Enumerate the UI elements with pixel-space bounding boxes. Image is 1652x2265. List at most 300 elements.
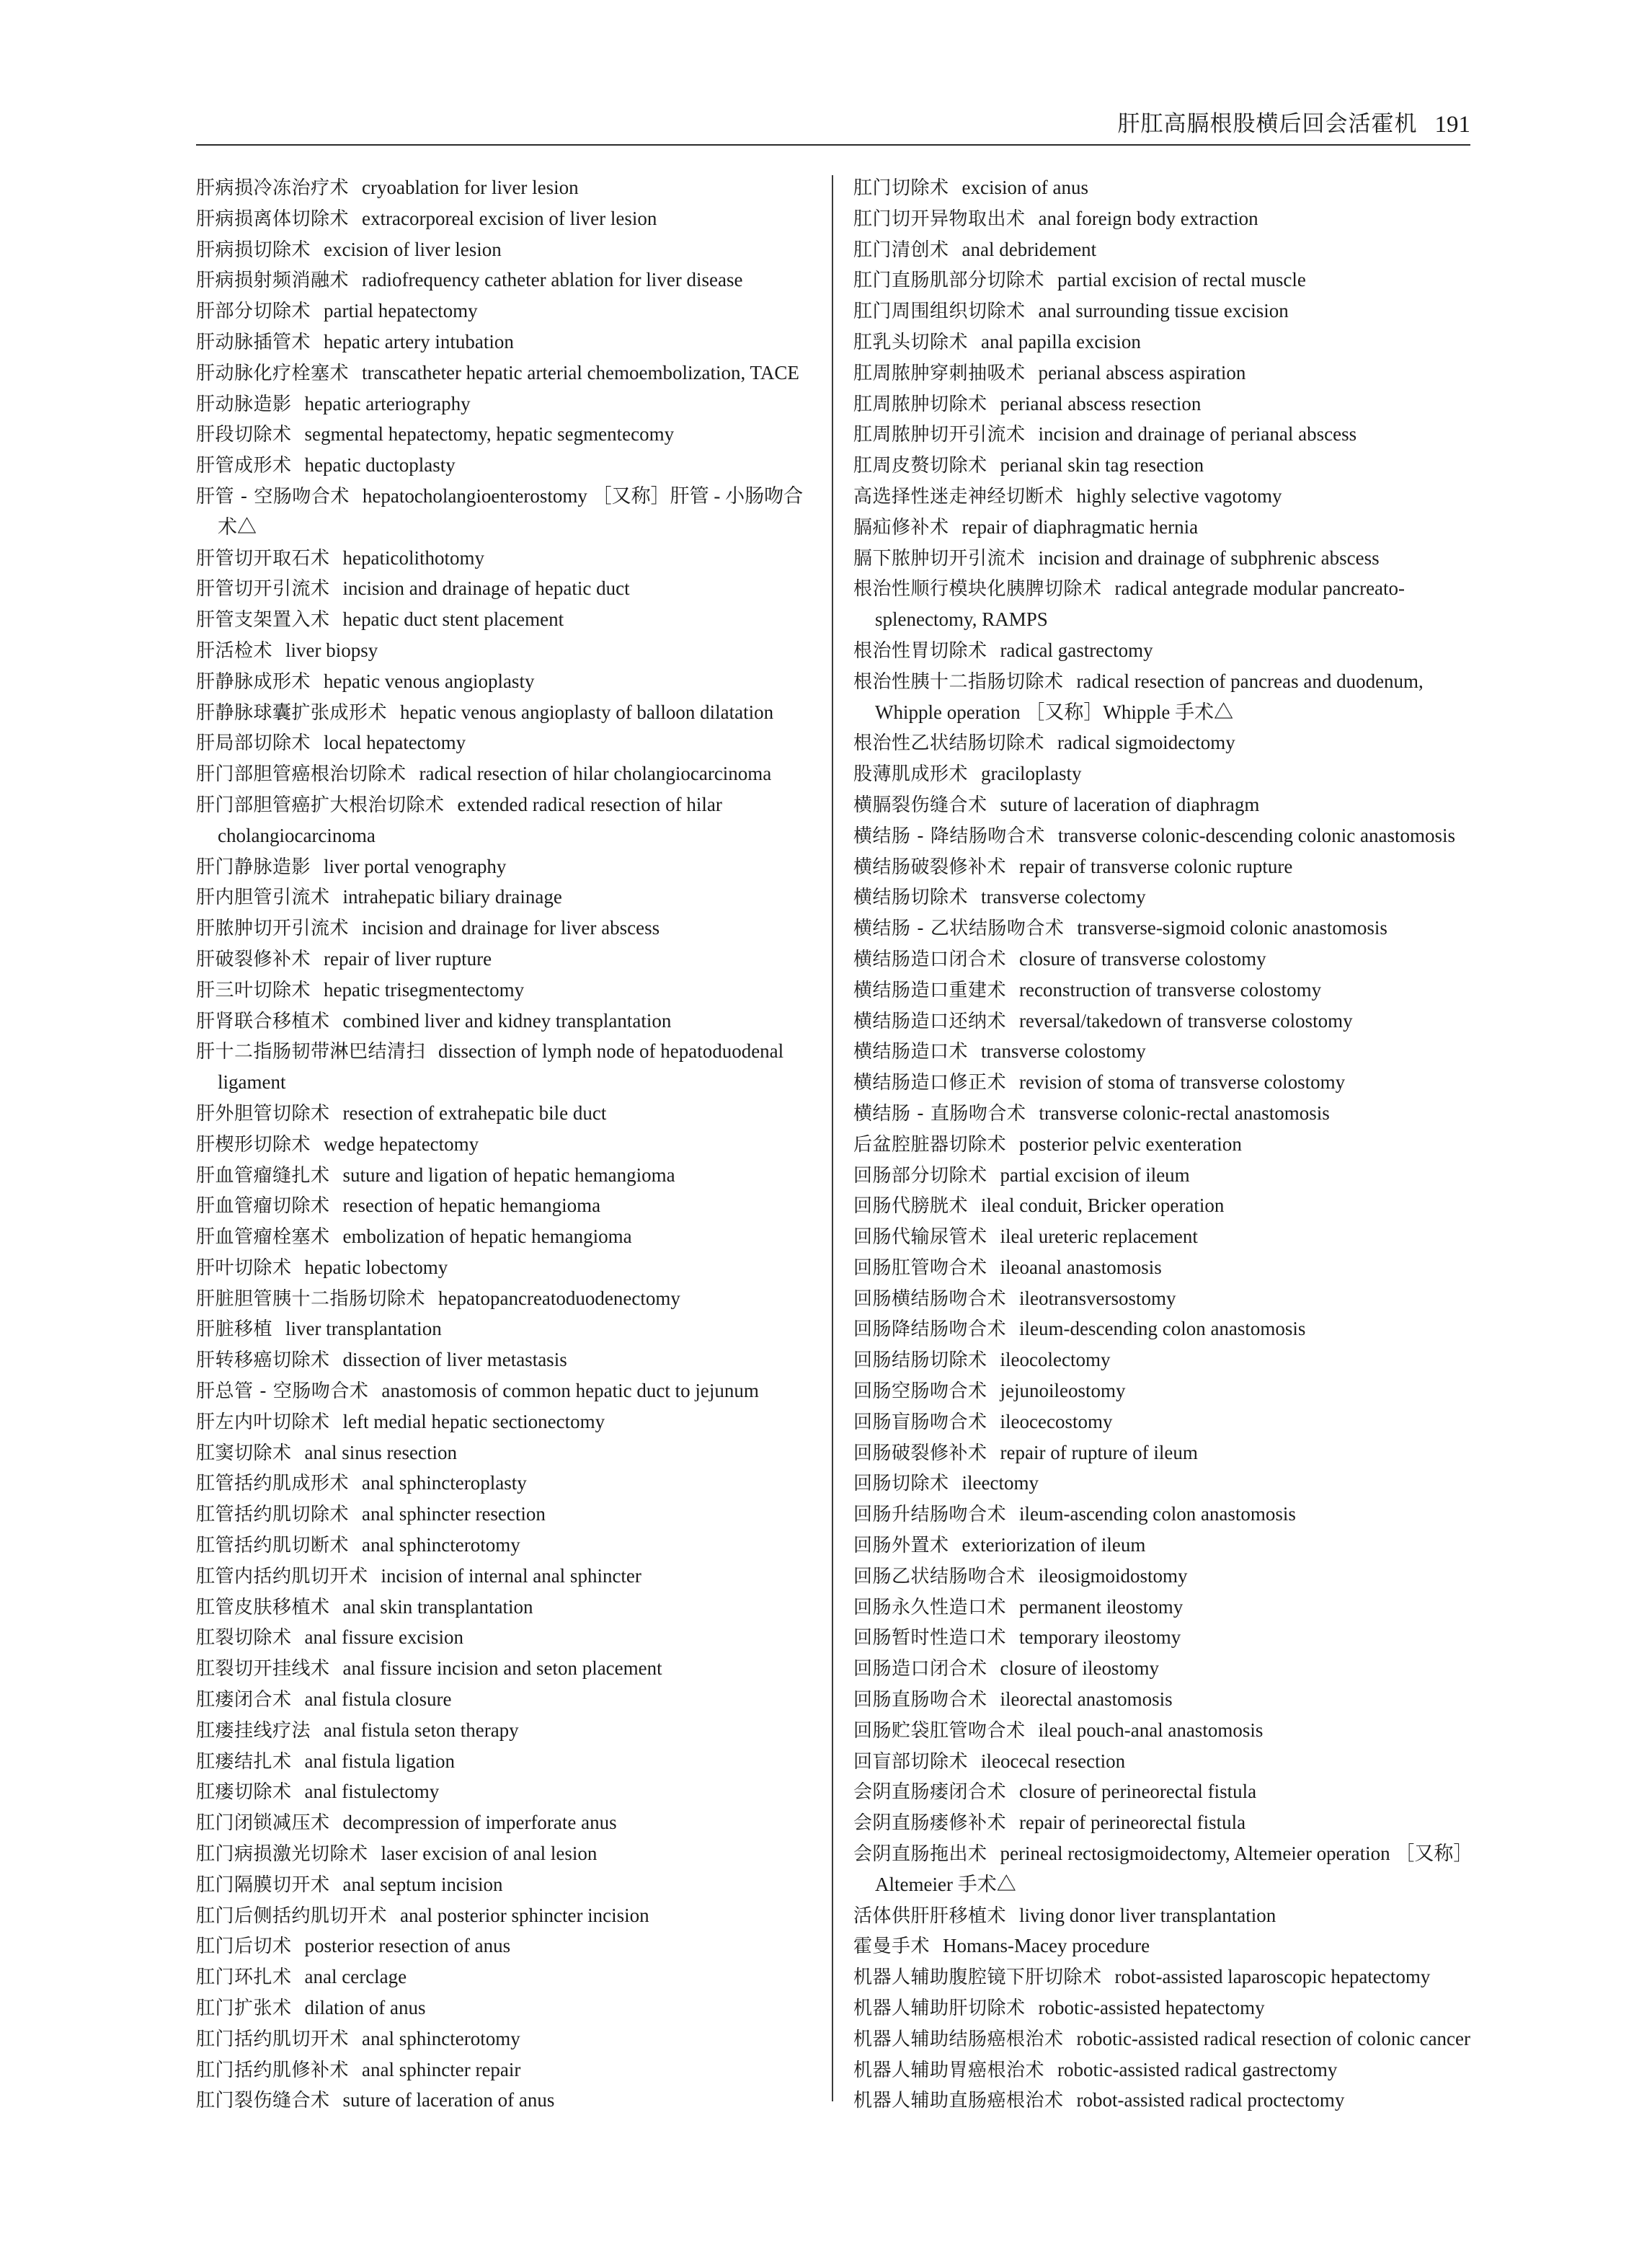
- term-english: excision of liver lesion: [324, 238, 502, 260]
- term-entry: [853, 728, 1479, 759]
- term-chinese: 肝总管 - 空肠吻合术: [196, 1380, 369, 1403]
- term-entry: [196, 544, 822, 575]
- term-entry: [853, 327, 1479, 358]
- term-entry: [196, 1407, 822, 1438]
- term-chinese: 肛瘘挂线疗法: [196, 1719, 311, 1742]
- term-chinese: 肝活检术: [196, 639, 273, 662]
- term-english: ileocecal resection: [981, 1750, 1126, 1772]
- term-entry: [196, 1099, 822, 1130]
- term-chinese: 根治性乙状结肠切除术: [853, 732, 1045, 755]
- term-english: anal septum incision: [342, 1873, 503, 1895]
- term-chinese: 肛门隔膜切开术: [196, 1874, 330, 1896]
- term-english: combined liver and kidney transplantation: [342, 1009, 672, 1032]
- term-english: liver biopsy: [285, 639, 378, 661]
- term-chinese: 回肠横结肠吻合术: [853, 1287, 1007, 1310]
- term-english: partial hepatectomy: [324, 300, 478, 322]
- term-entry: [853, 420, 1479, 451]
- term-entry: [853, 1561, 1479, 1592]
- term-english: radical resection of hilar cholangiocarcinoma: [419, 763, 772, 785]
- term-english: hepatic duct stent placement: [342, 608, 564, 631]
- term-entry: [196, 1623, 822, 1654]
- term-entry: [196, 235, 822, 266]
- term-entry: [853, 1962, 1479, 1993]
- term-chinese: 肛门病损激光切除术: [196, 1843, 368, 1866]
- term-english: anal sphincter resection: [362, 1503, 546, 1525]
- term-entry: [196, 451, 822, 482]
- term-entry: [196, 1685, 822, 1716]
- term-english: ileal ureteric replacement: [1000, 1225, 1198, 1248]
- term-english: intrahepatic biliary drainage: [342, 886, 562, 908]
- term-english: anal foreign body extraction: [1038, 207, 1258, 229]
- term-english: living donor liver transplantation: [1019, 1904, 1276, 1926]
- term-chinese: 肝内胆管引流术: [196, 887, 330, 909]
- term-entry: [853, 204, 1479, 235]
- term-chinese: 肛周脓肿切除术: [853, 393, 987, 415]
- term-chinese: 横结肠造口重建术: [853, 979, 1007, 1001]
- term-entry: [853, 667, 1479, 729]
- term-chinese: 横结肠造口闭合术: [853, 948, 1007, 970]
- term-english: anal fistula closure: [304, 1688, 452, 1711]
- term-english: reversal/takedown of transverse colostomy: [1019, 1009, 1353, 1032]
- term-chinese: 肛门清创术: [853, 239, 949, 261]
- term-english: jejunoileostomy: [1000, 1380, 1126, 1402]
- term-entry: [853, 2086, 1479, 2116]
- term-chinese: 肝血管瘤缝扎术: [196, 1164, 330, 1187]
- term-chinese: 机器人辅助胃癌根治术: [853, 2059, 1045, 2081]
- term-entry: [196, 2024, 822, 2055]
- term-chinese: 肝病损射频消融术: [196, 270, 350, 292]
- term-english: resection of hepatic hemangioma: [342, 1194, 601, 1217]
- term-chinese: 机器人辅助结肠癌根治术: [853, 2028, 1064, 2050]
- term-english: dissection of lymph node of hepatoduodenal ligament: [218, 1040, 784, 1094]
- term-english: hepatopancreatoduodenectomy: [438, 1287, 680, 1309]
- term-chinese: 会阴直肠拖出术: [853, 1843, 987, 1866]
- term-english: ileal conduit, Bricker operation: [981, 1194, 1225, 1217]
- term-chinese: 回肠空肠吻合术: [853, 1380, 987, 1403]
- column-divider: [832, 175, 833, 2101]
- term-english: ileorectal anastomosis: [1000, 1688, 1173, 1711]
- term-entry: [196, 944, 822, 975]
- term-chinese: 肝静脉成形术: [196, 670, 311, 693]
- term-chinese: 肛周脓肿穿刺抽吸术: [853, 362, 1026, 384]
- term-entry: [853, 2024, 1479, 2055]
- term-english: repair of perineorectal fistula: [1019, 1812, 1246, 1834]
- term-english: excision of anus: [962, 177, 1088, 198]
- term-english: repair of rupture of ileum: [1000, 1441, 1198, 1463]
- term-english: robot-assisted radical proctectomy: [1076, 2089, 1345, 2111]
- term-english: dilation of anus: [304, 1997, 426, 2019]
- term-chinese: 肝脏胆管胰十二指肠切除术: [196, 1287, 426, 1310]
- term-chinese: 回肠贮袋肛管吻合术: [853, 1719, 1026, 1742]
- term-chinese: 回肠代输尿管术: [853, 1226, 987, 1249]
- term-entry: [196, 389, 822, 420]
- term-entry: [196, 790, 822, 852]
- term-entry: [196, 1468, 822, 1499]
- term-entry: [196, 1530, 822, 1561]
- page-number: 191: [1434, 112, 1470, 138]
- term-entry: [196, 1747, 822, 1778]
- term-entry: [196, 1376, 822, 1407]
- term-english: suture of laceration of diaphragm: [1000, 793, 1260, 815]
- term-english: anal fissure excision: [304, 1626, 463, 1649]
- term-chinese: 根治性胃切除术: [853, 639, 987, 662]
- term-english: extracorporeal excision of liver lesion: [362, 207, 657, 229]
- term-entry: [196, 358, 822, 389]
- term-chinese: 膈下脓肿切开引流术: [853, 547, 1026, 569]
- term-entry: [196, 913, 822, 944]
- term-english: radical resection of pancreas and duodenum, Whipple operation ［又称］Whipple 手术△: [875, 670, 1424, 723]
- term-entry: [196, 698, 822, 729]
- term-chinese: 横结肠造口还纳术: [853, 1010, 1007, 1032]
- term-english: liver transplantation: [285, 1318, 442, 1340]
- term-chinese: 肝门部胆管癌扩大根治切除术: [196, 794, 445, 816]
- term-entry: [853, 1161, 1479, 1192]
- term-english: anal fistula ligation: [304, 1750, 455, 1772]
- term-entry: [853, 1284, 1479, 1315]
- term-english: robotic-assisted hepatectomy: [1038, 1997, 1265, 2019]
- term-entry: [853, 296, 1479, 327]
- term-english: anastomosis of common hepatic duct to jejunum: [381, 1380, 759, 1402]
- term-chinese: 肛门切开异物取出术: [853, 208, 1026, 230]
- term-chinese: 肝动脉造影: [196, 393, 292, 415]
- term-english: embolization of hepatic hemangioma: [342, 1225, 632, 1248]
- term-english: repair of transverse colonic rupture: [1019, 855, 1293, 877]
- term-english: hepaticolithotomy: [342, 546, 484, 569]
- term-entry: [853, 882, 1479, 913]
- term-english: Homans-Macey procedure: [943, 1935, 1150, 1957]
- term-chinese: 肝三叶切除术: [196, 979, 311, 1001]
- term-entry: [853, 389, 1479, 420]
- term-entry: [196, 1931, 822, 1962]
- term-chinese: 肛瘘闭合术: [196, 1689, 292, 1711]
- term-english: radical gastrectomy: [1000, 639, 1153, 661]
- term-english: hepatic arteriography: [304, 392, 471, 415]
- term-chinese: 回肠升结肠吻合术: [853, 1504, 1007, 1526]
- term-chinese: 肝管 - 空肠吻合术: [196, 485, 350, 507]
- term-english: hepatocholangioenterostomy ［又称］肝管 - 小肠吻合术△: [218, 484, 804, 538]
- term-english: anal fistula seton therapy: [324, 1719, 519, 1741]
- term-entry: [853, 1314, 1479, 1345]
- term-entry: [853, 1037, 1479, 1068]
- term-entry: [196, 1654, 822, 1685]
- term-english: local hepatectomy: [324, 732, 466, 754]
- term-english: posterior pelvic exenteration: [1019, 1132, 1242, 1155]
- term-entry: [853, 944, 1479, 975]
- term-chinese: 回肠暂时性造口术: [853, 1627, 1007, 1649]
- term-entry: [853, 1438, 1479, 1469]
- term-entry: [853, 1499, 1479, 1530]
- term-chinese: 肝局部切除术: [196, 732, 311, 755]
- term-english: graciloplasty: [981, 763, 1082, 785]
- term-chinese: 横结肠 - 直肠吻合术: [853, 1102, 1026, 1125]
- term-entry: [853, 482, 1479, 513]
- term-english: resection of extrahepatic bile duct: [342, 1102, 607, 1124]
- term-chinese: 肝部分切除术: [196, 301, 311, 323]
- term-english: suture and ligation of hepatic hemangioma: [342, 1163, 675, 1186]
- term-entry: [196, 296, 822, 327]
- term-english: transverse colonic-descending colonic anastomosis: [1057, 824, 1456, 846]
- term-entry: [196, 1438, 822, 1469]
- term-entry: [853, 1931, 1479, 1962]
- term-entry: [196, 759, 822, 790]
- term-chinese: 回肠代膀胱术: [853, 1195, 969, 1218]
- running-header-title: 肝肛高膈根股横后回会活霍机: [1117, 111, 1418, 137]
- term-english: transverse-sigmoid colonic anastomosis: [1077, 917, 1387, 939]
- term-entry: [853, 1685, 1479, 1716]
- term-entry: [196, 420, 822, 451]
- term-english: perianal skin tag resection: [1000, 454, 1204, 477]
- term-chinese: 肛乳头切除术: [853, 331, 969, 353]
- term-english: permanent ileostomy: [1019, 1595, 1184, 1618]
- term-entry: [196, 1191, 822, 1222]
- term-english: ileocecostomy: [1000, 1410, 1113, 1432]
- term-entry: [196, 1561, 822, 1592]
- term-entry: [853, 1253, 1479, 1284]
- term-entry: [196, 482, 822, 544]
- term-entry: [196, 1839, 822, 1870]
- term-chinese: 肛门后侧括约肌切开术: [196, 1905, 388, 1927]
- term-chinese: 肝管支架置入术: [196, 609, 330, 631]
- term-chinese: 活体供肝肝移植术: [853, 1905, 1007, 1927]
- term-entry: [853, 513, 1479, 544]
- page-header: [196, 108, 1470, 146]
- term-entry: [853, 1808, 1479, 1839]
- term-chinese: 肛管括约肌切除术: [196, 1504, 350, 1526]
- term-entry: [853, 1376, 1479, 1407]
- term-chinese: 肝静脉球囊扩张成形术: [196, 701, 388, 724]
- term-english: anal sphincterotomy: [362, 2027, 520, 2049]
- term-english: segmental hepatectomy, hepatic segmentecomy: [304, 423, 675, 446]
- term-english: ileum-descending colon anastomosis: [1019, 1318, 1306, 1340]
- term-chinese: 会阴直肠瘘修补术: [853, 1812, 1007, 1835]
- term-entry: [853, 1345, 1479, 1376]
- term-english: ileotransversostomy: [1019, 1287, 1176, 1309]
- term-chinese: 回肠直肠吻合术: [853, 1689, 987, 1711]
- term-english: hepatic venous angioplasty: [324, 670, 535, 692]
- term-chinese: 机器人辅助直肠癌根治术: [853, 2090, 1064, 2112]
- term-chinese: 回肠盲肠吻合术: [853, 1411, 987, 1433]
- term-entry: [196, 1130, 822, 1161]
- term-chinese: 会阴直肠瘘闭合术: [853, 1781, 1007, 1804]
- term-chinese: 回肠破裂修补术: [853, 1442, 987, 1464]
- term-english: anal fissure incision and seton placement: [342, 1657, 662, 1680]
- term-entry: [853, 821, 1479, 852]
- right-column: [853, 173, 1479, 2116]
- term-chinese: 肛管括约肌切断术: [196, 1535, 350, 1557]
- term-english: robotic-assisted radical gastrectomy: [1057, 2058, 1338, 2080]
- term-entry: [196, 1345, 822, 1376]
- term-english: hepatic artery intubation: [324, 330, 514, 353]
- term-entry: [196, 574, 822, 605]
- term-entry: [853, 173, 1479, 204]
- term-entry: [853, 451, 1479, 482]
- term-english: perianal abscess aspiration: [1038, 361, 1246, 384]
- term-chinese: 肛门直肠肌部分切除术: [853, 270, 1045, 292]
- term-english: closure of transverse colostomy: [1019, 947, 1266, 970]
- term-chinese: 肝管成形术: [196, 455, 292, 477]
- term-english: hepatic venous angioplasty of balloon dilatation: [400, 701, 774, 723]
- term-chinese: 肛门括约肌修补术: [196, 2059, 350, 2081]
- term-entry: [196, 1993, 822, 2024]
- term-chinese: 肛瘘结扎术: [196, 1750, 292, 1773]
- term-chinese: 肝肾联合移植术: [196, 1010, 330, 1032]
- term-english: transverse colostomy: [981, 1040, 1146, 1063]
- term-entry: [853, 1993, 1479, 2024]
- term-english: transverse colectomy: [981, 886, 1146, 908]
- term-english: anal sinus resection: [304, 1441, 457, 1463]
- term-chinese: 膈疝修补术: [853, 516, 949, 538]
- term-english: anal papilla excision: [981, 330, 1141, 353]
- term-english: anal sphincterotomy: [362, 1534, 520, 1556]
- term-entry: [853, 759, 1479, 790]
- term-chinese: 肝血管瘤切除术: [196, 1195, 330, 1218]
- term-chinese: 肛裂切开挂线术: [196, 1658, 330, 1680]
- term-english: highly selective vagotomy: [1076, 484, 1282, 507]
- term-english: incision and drainage of hepatic duct: [342, 577, 630, 600]
- term-english: wedge hepatectomy: [324, 1132, 479, 1155]
- term-entry: [196, 1962, 822, 1993]
- term-chinese: 回肠部分切除术: [853, 1164, 987, 1187]
- term-entry: [853, 1222, 1479, 1253]
- term-chinese: 肛门切除术: [853, 177, 949, 199]
- term-english: extended radical resection of hilar cholangiocarcinoma: [218, 793, 722, 846]
- term-entry: [853, 913, 1479, 944]
- term-chinese: 肝脓肿切开引流术: [196, 918, 350, 940]
- term-english: partial excision of ileum: [1000, 1163, 1190, 1186]
- term-chinese: 根治性胰十二指肠切除术: [853, 670, 1064, 693]
- term-english: anal skin transplantation: [342, 1595, 533, 1618]
- term-english: cryoablation for liver lesion: [362, 177, 579, 198]
- term-entry: [853, 1654, 1479, 1685]
- term-chinese: 后盆腔脏器切除术: [853, 1133, 1007, 1156]
- term-english: incision of internal anal sphincter: [381, 1564, 641, 1587]
- term-chinese: 回肠造口闭合术: [853, 1658, 987, 1680]
- term-chinese: 回肠降结肠吻合术: [853, 1318, 1007, 1341]
- term-chinese: 根治性顺行模块化胰脾切除术: [853, 578, 1102, 600]
- term-entry: [853, 265, 1479, 296]
- term-chinese: 回肠肛管吻合术: [853, 1256, 987, 1279]
- term-chinese: 回肠永久性造口术: [853, 1596, 1007, 1618]
- term-chinese: 横结肠造口修正术: [853, 1072, 1007, 1094]
- term-chinese: 回肠结肠切除术: [853, 1349, 987, 1372]
- term-chinese: 肝管切开引流术: [196, 578, 330, 600]
- term-english: exteriorization of ileum: [962, 1534, 1146, 1556]
- term-english: ileum-ascending colon anastomosis: [1019, 1503, 1296, 1525]
- term-entry: [853, 1623, 1479, 1654]
- term-english: hepatic ductoplasty: [304, 454, 456, 477]
- term-chinese: 肝病损离体切除术: [196, 208, 350, 230]
- term-entry: [853, 1099, 1479, 1130]
- term-english: incision and drainage of subphrenic abscess: [1038, 546, 1380, 569]
- term-english: robot-assisted laparoscopic hepatectomy: [1114, 1966, 1431, 1988]
- term-english: transverse colonic-rectal anastomosis: [1039, 1102, 1330, 1124]
- term-entry: [196, 1006, 822, 1037]
- term-entry: [196, 728, 822, 759]
- term-english: dissection of liver metastasis: [342, 1349, 567, 1371]
- term-entry: [853, 1130, 1479, 1161]
- term-english: repair of diaphragmatic hernia: [962, 515, 1199, 538]
- term-entry: [853, 790, 1479, 821]
- term-english: ileectomy: [962, 1472, 1039, 1494]
- term-english: robotic-assisted radical resection of colonic cancer: [1076, 2027, 1471, 2049]
- term-entry: [196, 1870, 822, 1901]
- term-chinese: 肛瘘切除术: [196, 1781, 292, 1804]
- term-entry: [853, 1777, 1479, 1808]
- term-chinese: 回盲部切除术: [853, 1750, 969, 1773]
- term-entry: [196, 173, 822, 204]
- term-entry: [196, 1499, 822, 1530]
- term-chinese: 肝转移癌切除术: [196, 1349, 330, 1372]
- term-chinese: 横结肠破裂修补术: [853, 856, 1007, 878]
- term-chinese: 肛门括约肌切开术: [196, 2028, 350, 2050]
- term-entry: [196, 1716, 822, 1747]
- term-entry: [196, 605, 822, 636]
- term-chinese: 肛门裂伤缝合术: [196, 2090, 330, 2112]
- term-chinese: 机器人辅助肝切除术: [853, 1998, 1026, 2020]
- term-chinese: 肝楔形切除术: [196, 1133, 311, 1156]
- term-english: left medial hepatic sectionectomy: [342, 1410, 605, 1432]
- term-entry: [196, 1901, 822, 1932]
- term-english: incision and drainage of perianal abscess: [1038, 423, 1357, 446]
- term-english: ileal pouch-anal anastomosis: [1038, 1719, 1264, 1741]
- term-chinese: 肝动脉插管术: [196, 331, 311, 353]
- term-chinese: 回肠外置术: [853, 1535, 949, 1557]
- term-chinese: 肝左内叶切除术: [196, 1411, 330, 1433]
- term-entry: [196, 2055, 822, 2086]
- term-chinese: 回肠乙状结肠吻合术: [853, 1565, 1026, 1587]
- term-english: anal posterior sphincter incision: [400, 1904, 649, 1926]
- term-english: decompression of imperforate anus: [342, 1812, 617, 1834]
- term-english: partial excision of rectal muscle: [1057, 269, 1306, 291]
- term-english: hepatic lobectomy: [304, 1256, 448, 1278]
- term-chinese: 横结肠 - 降结肠吻合术: [853, 825, 1045, 847]
- term-entry: [853, 1747, 1479, 1778]
- term-english: hepatic trisegmentectomy: [324, 978, 525, 1001]
- term-chinese: 肛管内括约肌切开术: [196, 1565, 368, 1587]
- term-entry: [853, 1068, 1479, 1099]
- term-chinese: 肝叶切除术: [196, 1256, 292, 1279]
- term-entry: [853, 1839, 1479, 1901]
- term-chinese: 肝门部胆管癌根治切除术: [196, 763, 407, 786]
- term-chinese: 肝破裂修补术: [196, 948, 311, 970]
- term-english: radical antegrade modular pancreato-splenectomy, RAMPS: [875, 577, 1405, 631]
- term-entry: [196, 1777, 822, 1808]
- term-entry: [853, 1468, 1479, 1499]
- term-english: radiofrequency catheter ablation for liver disease: [362, 269, 743, 291]
- term-english: anal surrounding tissue excision: [1038, 300, 1289, 322]
- term-english: perianal abscess resection: [1000, 392, 1202, 415]
- term-entry: [853, 1901, 1479, 1932]
- term-english: ileosigmoidostomy: [1038, 1564, 1188, 1587]
- term-entry: [196, 1161, 822, 1192]
- term-chinese: 肛周脓肿切开引流术: [853, 424, 1026, 446]
- term-entry: [196, 204, 822, 235]
- term-chinese: 肝动脉化疗栓塞术: [196, 362, 350, 384]
- term-english: closure of perineorectal fistula: [1019, 1781, 1257, 1803]
- term-entry: [853, 544, 1479, 575]
- term-chinese: 肛门扩张术: [196, 1998, 292, 2020]
- term-chinese: 横结肠造口术: [853, 1041, 969, 1063]
- term-chinese: 回肠切除术: [853, 1473, 949, 1495]
- term-english: anal cerclage: [304, 1966, 407, 1988]
- term-chinese: 肛管皮肤移植术: [196, 1596, 330, 1618]
- term-entry: [853, 1592, 1479, 1623]
- term-entry: [853, 1530, 1479, 1561]
- term-english: posterior resection of anus: [304, 1935, 511, 1957]
- term-chinese: 肛门环扎术: [196, 1967, 292, 1989]
- term-chinese: 肝病损冷冻治疗术: [196, 177, 350, 199]
- term-chinese: 横结肠 - 乙状结肠吻合术: [853, 918, 1065, 940]
